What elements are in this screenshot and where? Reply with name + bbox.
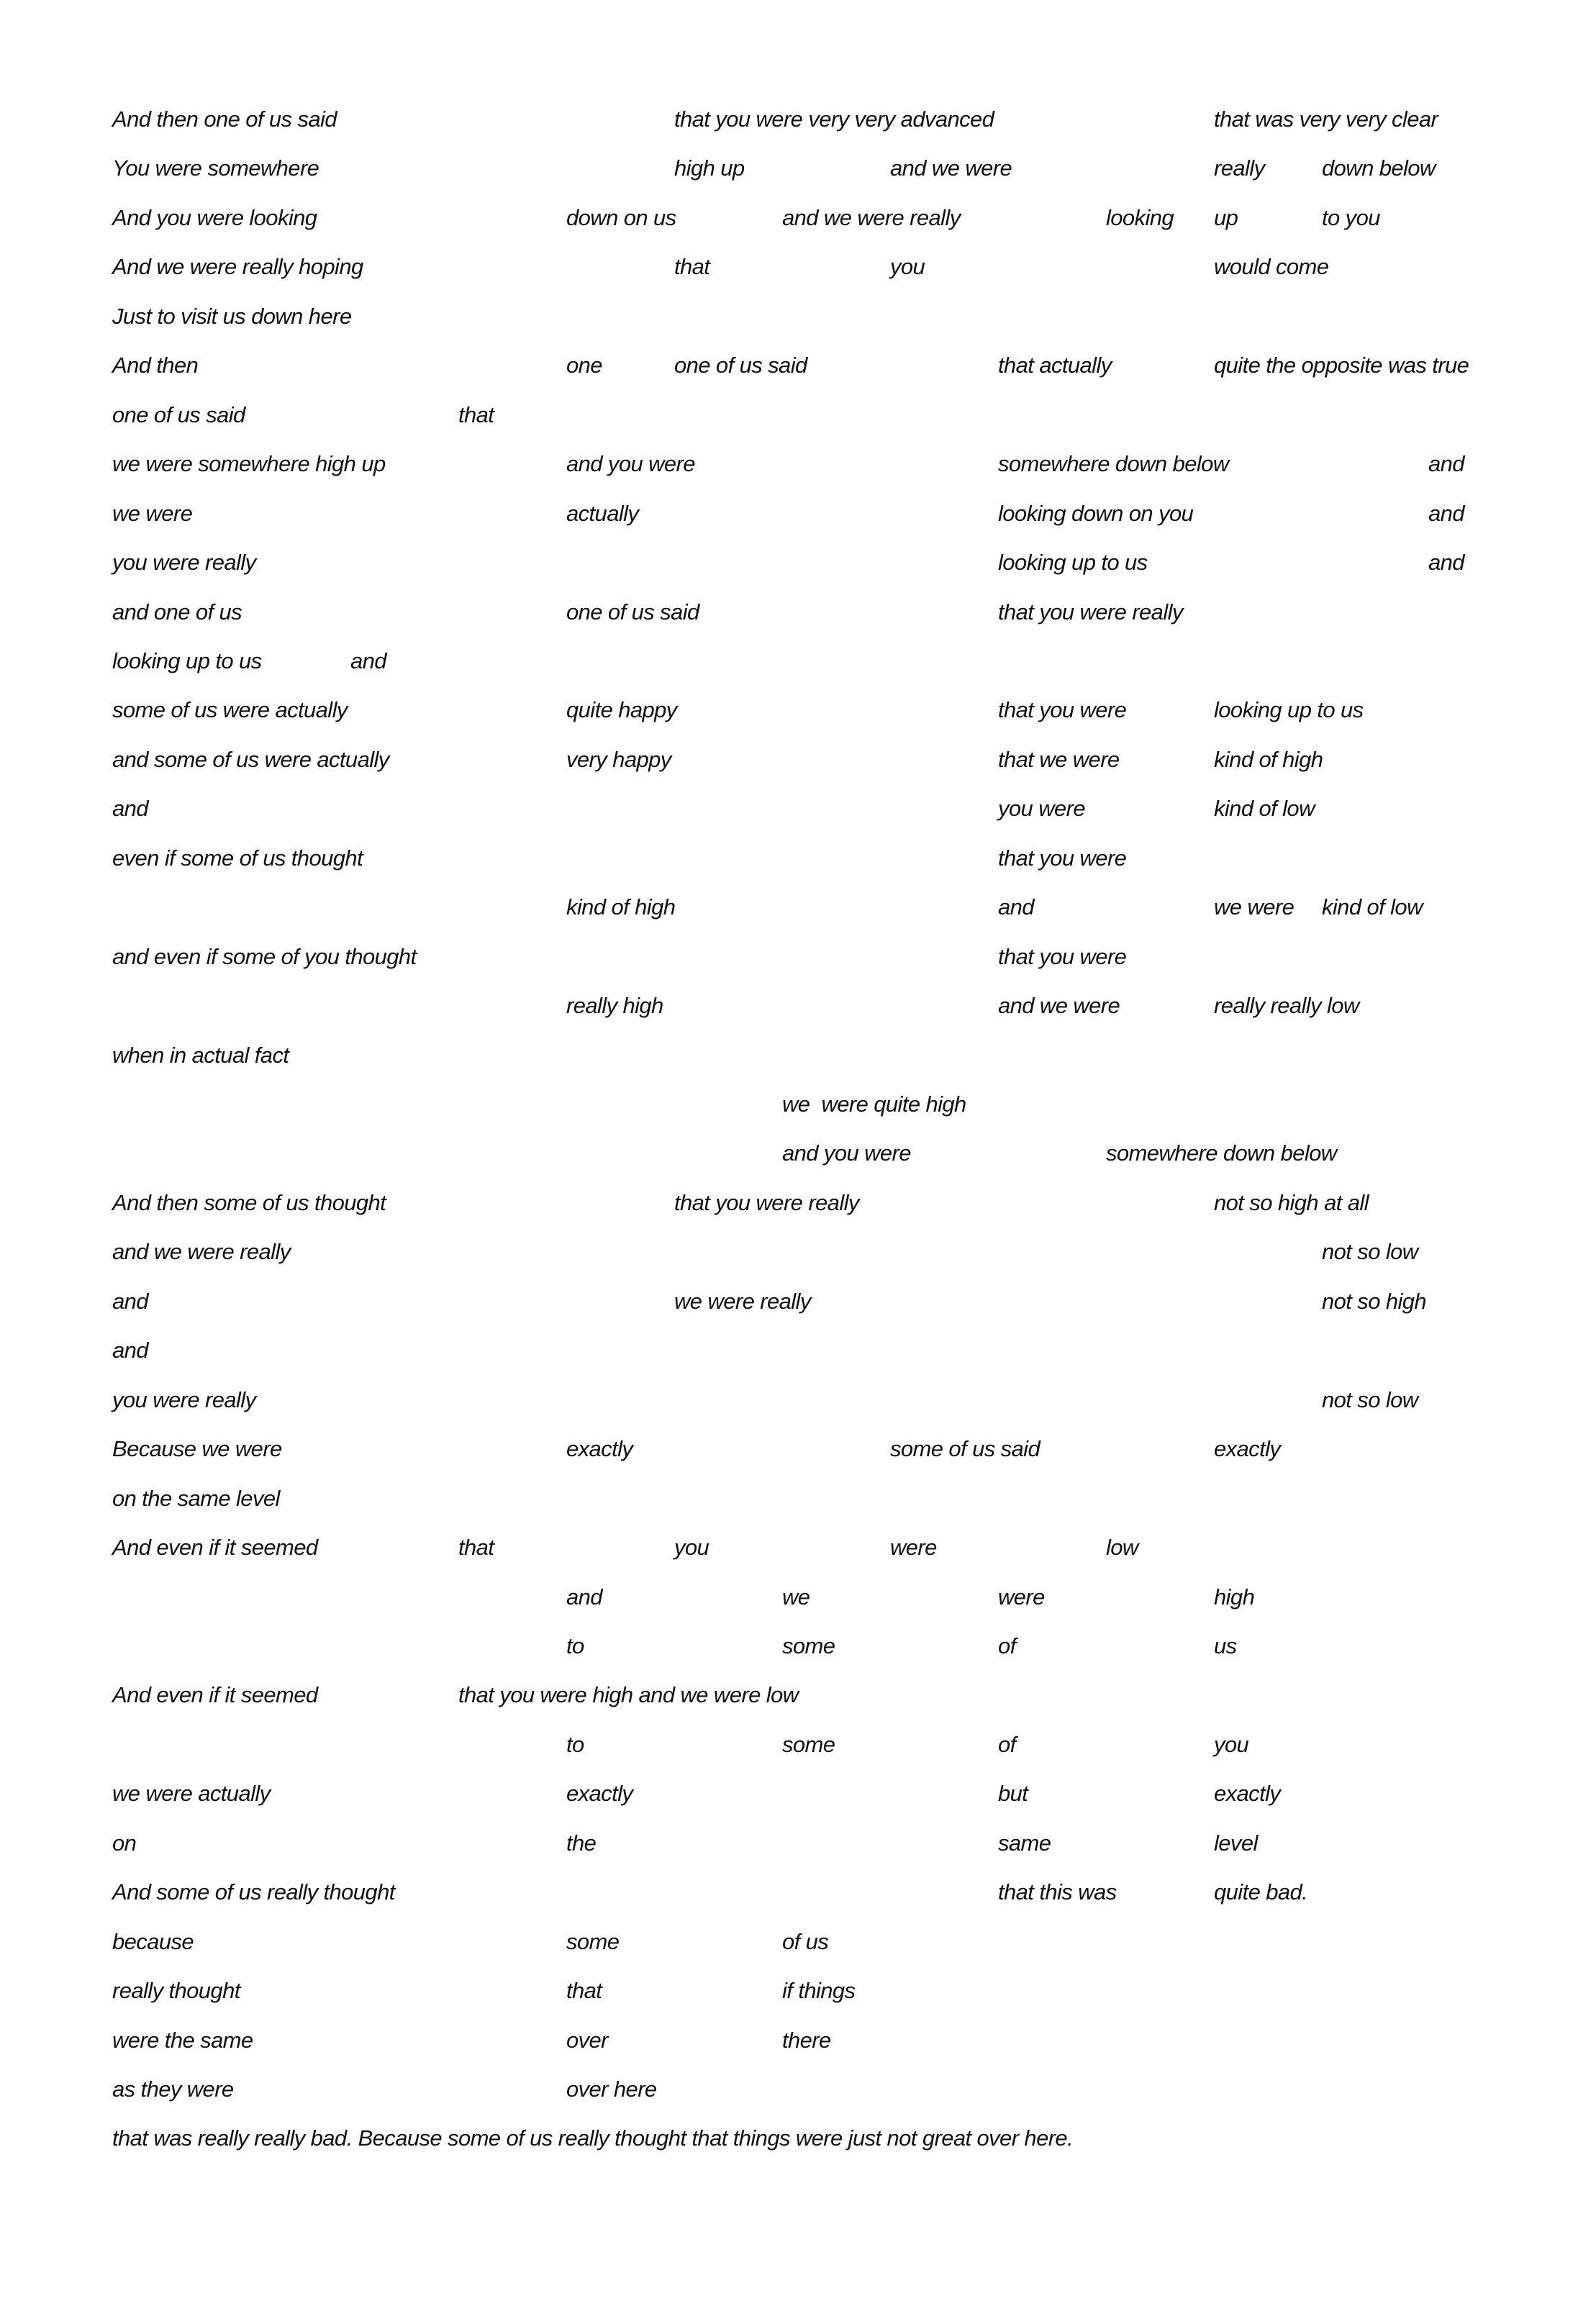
poem-phrase: to: [566, 1731, 584, 1757]
poem-line: [0, 204, 1596, 253]
poem-phrase: high up: [674, 155, 745, 181]
poem-phrase: were: [890, 1535, 937, 1561]
poem-line: [0, 844, 1596, 893]
poem-phrase: looking up to us: [112, 648, 262, 673]
poem-phrase: there: [782, 2027, 831, 2053]
poem-phrase: we were really: [674, 1288, 811, 1314]
poem-phrase: quite bad.: [1214, 1879, 1308, 1905]
poem-line: [0, 1484, 1596, 1533]
poem-phrase: we were: [1214, 894, 1295, 920]
poem-phrase: that we were: [998, 746, 1120, 772]
poem-phrase: somewhere down below: [1106, 1140, 1337, 1166]
poem-phrase: even if some of us thought: [112, 845, 363, 871]
poem-line: [0, 943, 1596, 991]
poem-phrase: And then one of us said: [112, 106, 337, 132]
poem-phrase: and: [112, 1338, 148, 1363]
poem-phrase: some of us were actually: [112, 697, 348, 723]
poem-phrase: up: [1214, 204, 1238, 230]
poem-phrase: if things: [782, 1978, 856, 2004]
poem-line: [0, 253, 1596, 301]
poem-phrase: us: [1214, 1633, 1237, 1658]
poem-line: [0, 745, 1596, 794]
poem-phrase: of: [998, 1633, 1016, 1658]
poem-phrase: some: [566, 1928, 620, 1954]
poem-phrase: on the same level: [112, 1485, 280, 1511]
poem-phrase: that this was: [998, 1879, 1117, 1905]
poem-phrase: we were somewhere high up: [112, 451, 386, 477]
poem-phrase: very happy: [566, 746, 671, 772]
poem-line: [0, 1139, 1596, 1188]
poem-phrase: one of us said: [566, 599, 699, 625]
poem-line: [0, 1976, 1596, 2025]
poem-phrase: exactly: [1214, 1781, 1281, 1807]
poem-line: [0, 154, 1596, 203]
poem-phrase: that you were: [998, 845, 1127, 871]
poem-phrase: And even if it seemed: [112, 1535, 318, 1561]
poem-line: [0, 1632, 1596, 1681]
poem-line: [0, 893, 1596, 942]
poem-line: [0, 302, 1596, 351]
poem-line: [0, 1533, 1596, 1582]
poem-phrase: some of us said: [890, 1436, 1040, 1462]
poem-line: [0, 1928, 1596, 1976]
poem-line: [0, 548, 1596, 597]
poem-phrase: and we were really: [112, 1239, 291, 1265]
poem-phrase: and: [566, 1584, 602, 1610]
poem-phrase: exactly: [566, 1436, 633, 1462]
poem-phrase: and you were: [566, 451, 695, 477]
poem-phrase: kind of low: [1322, 894, 1423, 920]
poem-phrase: and even if some of you thought: [112, 943, 417, 969]
poem-line: [0, 2075, 1596, 2124]
poem-phrase: really thought: [112, 1978, 240, 2004]
poem-phrase: that: [674, 254, 710, 280]
poem-line: [0, 1583, 1596, 1632]
poem-phrase: that was really really bad. Because some of us really thought that things were just not great over here.: [112, 2125, 1074, 2151]
poem-phrase: you were really: [112, 550, 256, 576]
poem-phrase: and: [112, 796, 148, 822]
poem-phrase: of us: [782, 1928, 829, 1954]
poem-line: [0, 351, 1596, 400]
poem-phrase: and we were: [998, 993, 1120, 1019]
poem-phrase: And we were really hoping: [112, 254, 363, 280]
poem-phrase: you were: [998, 796, 1085, 822]
poem-phrase: when in actual fact: [112, 1042, 289, 1068]
poem-phrase: down below: [1322, 155, 1436, 181]
poem-phrase: that you were really: [674, 1189, 859, 1215]
poem-line: [0, 401, 1596, 450]
poem-line: [0, 991, 1596, 1040]
poem-phrase: some: [782, 1731, 835, 1757]
poem-phrase: you: [890, 254, 925, 280]
poem-phrase: and we were: [890, 155, 1012, 181]
poem-phrase: over: [566, 2027, 608, 2053]
poem-phrase: level: [1214, 1830, 1258, 1856]
poem-line: [0, 1189, 1596, 1238]
poem-phrase: were the same: [112, 2027, 253, 2053]
poem-line: [0, 1878, 1596, 1927]
poem-phrase: looking down on you: [998, 500, 1194, 526]
poem-line: [0, 499, 1596, 548]
poem-phrase: and: [350, 648, 386, 673]
poem-phrase: and some of us were actually: [112, 746, 389, 772]
poem-phrase: that you were really: [998, 599, 1183, 625]
poem-line: [0, 1829, 1596, 1878]
poem-phrase: that: [566, 1978, 602, 2004]
poem-line: [0, 1730, 1596, 1779]
poem-line: [0, 598, 1596, 647]
poem-phrase: to you: [1322, 204, 1380, 230]
poem-line: [0, 1779, 1596, 1828]
poem-phrase: really: [1214, 155, 1265, 181]
poem-phrase: because: [112, 1928, 194, 1954]
poem-phrase: and: [998, 894, 1034, 920]
poem-phrase: exactly: [1214, 1436, 1281, 1462]
poem-phrase: really really low: [1214, 993, 1359, 1019]
poem-phrase: Just to visit us down here: [112, 303, 352, 329]
poem-line: [0, 647, 1596, 696]
poem-phrase: exactly: [566, 1781, 633, 1807]
poem-phrase: and: [1428, 550, 1464, 576]
poem-line: [0, 794, 1596, 843]
poem-phrase: same: [998, 1830, 1051, 1856]
poem-phrase: quite happy: [566, 697, 677, 723]
poem-phrase: that actually: [998, 353, 1112, 378]
poem-phrase: kind of high: [1214, 746, 1323, 772]
poem-phrase: we were: [112, 500, 193, 526]
poem-phrase: and one of us: [112, 599, 242, 625]
poem-phrase: one of us said: [674, 353, 807, 378]
poem-phrase: some: [782, 1633, 835, 1658]
poem-phrase: And even if it seemed: [112, 1682, 318, 1708]
poem-line: [0, 2026, 1596, 2075]
poem-phrase: somewhere down below: [998, 451, 1229, 477]
poem-line: [0, 1336, 1596, 1385]
poem-phrase: and we were really: [782, 204, 961, 230]
poem-phrase: And then some of us thought: [112, 1189, 386, 1215]
poem-line: [0, 1435, 1596, 1484]
poem-line: [0, 1090, 1596, 1139]
poem-phrase: and: [112, 1288, 148, 1314]
poem-phrase: as they were: [112, 2076, 234, 2102]
poem-phrase: not so low: [1322, 1386, 1418, 1412]
poem-phrase: kind of low: [1214, 796, 1315, 822]
poem-phrase: looking up to us: [998, 550, 1148, 576]
poem-phrase: you: [1214, 1731, 1249, 1757]
poem-phrase: looking: [1106, 204, 1174, 230]
poem-phrase: not so low: [1322, 1239, 1418, 1265]
poem-phrase: that you were high and we were low: [458, 1682, 799, 1708]
poem-phrase: that you were very very advanced: [674, 106, 994, 132]
poem-phrase: that you were: [998, 943, 1127, 969]
poem-phrase: over here: [566, 2076, 657, 2102]
poem-phrase: actually: [566, 500, 639, 526]
poem-phrase: to: [566, 1633, 584, 1658]
poem-phrase: you: [674, 1535, 709, 1561]
poem-phrase: that: [458, 1535, 494, 1561]
poem-phrase: we were quite high: [782, 1091, 966, 1117]
poem-phrase: were: [998, 1584, 1045, 1610]
poem-line: [0, 1041, 1596, 1090]
poem-phrase: we: [782, 1584, 810, 1610]
poem-phrase: down on us: [566, 204, 676, 230]
poem-line: [0, 105, 1596, 154]
poem-phrase: looking up to us: [1214, 697, 1364, 723]
poem-line: [0, 1238, 1596, 1286]
poem-line: [0, 696, 1596, 745]
poem-phrase: and: [1428, 500, 1464, 526]
poem-phrase: really high: [566, 993, 663, 1019]
poem-phrase: high: [1214, 1584, 1255, 1610]
poem-line: [0, 2124, 1596, 2173]
poem-phrase: kind of high: [566, 894, 676, 920]
poem-phrase: and: [1428, 451, 1464, 477]
poem-phrase: one: [566, 353, 602, 378]
poem-phrase: you were really: [112, 1386, 256, 1412]
poem-phrase: but: [998, 1781, 1028, 1807]
poem-phrase: And you were looking: [112, 204, 317, 230]
poem-phrase: that you were: [998, 697, 1127, 723]
poem-phrase: that: [458, 401, 494, 427]
poem-phrase: of: [998, 1731, 1016, 1757]
poem-line: [0, 1287, 1596, 1336]
poem-phrase: And some of us really thought: [112, 1879, 395, 1905]
poem-line: [0, 450, 1596, 499]
poem-phrase: not so high: [1322, 1288, 1427, 1314]
poem-phrase: and you were: [782, 1140, 911, 1166]
poem-phrase: would come: [1214, 254, 1329, 280]
poem-phrase: You were somewhere: [112, 155, 319, 181]
poem-line: [0, 1681, 1596, 1730]
poem-phrase: low: [1106, 1535, 1138, 1561]
poem-phrase: not so high at all: [1214, 1189, 1369, 1215]
poem-phrase: And then: [112, 353, 199, 378]
poem-phrase: Because we were: [112, 1436, 282, 1462]
poem-line: [0, 1386, 1596, 1435]
poem-phrase: quite the opposite was true: [1214, 353, 1469, 378]
poem-phrase: on: [112, 1830, 137, 1856]
poem-phrase: that was very very clear: [1214, 106, 1438, 132]
poem-phrase: one of us said: [112, 401, 245, 427]
poem-phrase: the: [566, 1830, 597, 1856]
poem-phrase: we were actually: [112, 1781, 271, 1807]
